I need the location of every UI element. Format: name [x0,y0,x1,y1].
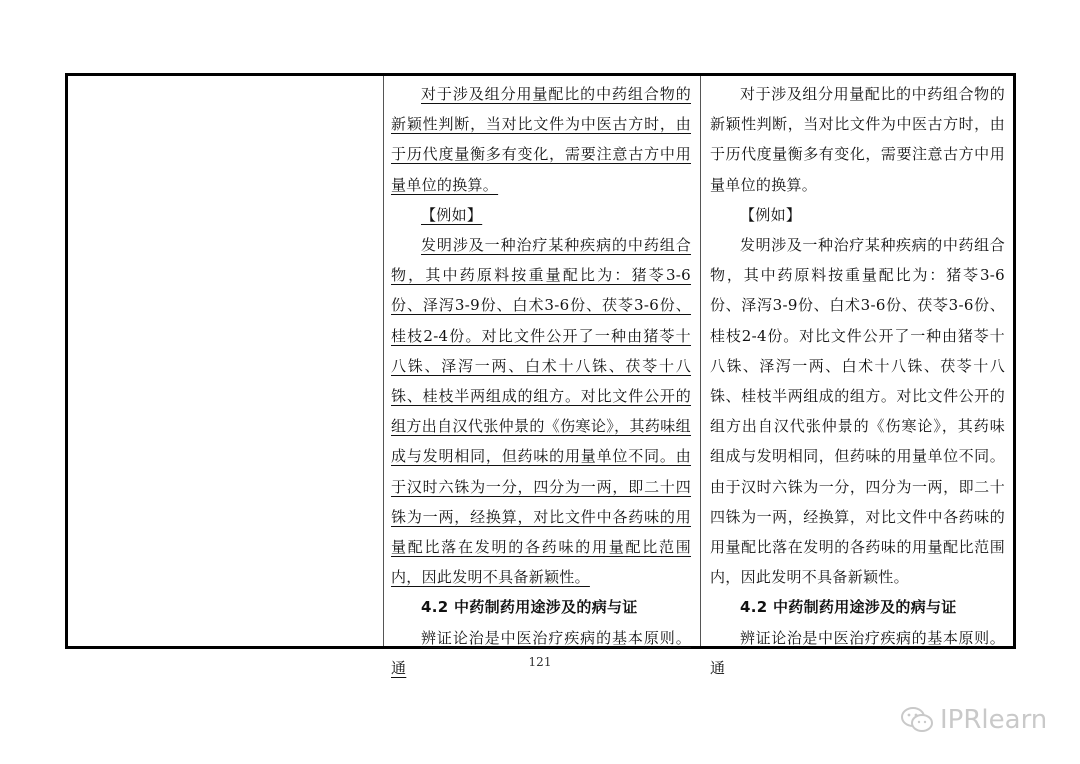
empty-column [68,76,384,646]
section-heading: 4.2 中药制药用途涉及的病与证 [740,598,957,617]
paragraph: 辨证论治是中医治疗疾病的基本原则。通 [710,628,1005,677]
final-text [710,79,1005,683]
paragraph: 对于涉及组分用量配比的中药组合物的新颖性判断，当对比文件为中医古方时，由于历代度量衡多有变化，需要注意古方中用量单位的换算。 [391,85,691,194]
revised-text [391,79,691,683]
example-label: 【例如】 [421,205,483,224]
watermark-text: IPRlearn [940,705,1048,735]
paragraph: 发明涉及一种治疗某种疾病的中药组合物，其中药原料按重量配比为：猪苓3-6份、泽泻3-9份、白术3-6份、茯苓3-6份、桂枝2-4份。对比文件公开了一种由猪苓十八铢、泽泻一两、白术十八铢、茯苓十八铢、桂枝半两组成的组方。对比文件公开的组方出自汉代张仲景的《伤寒论》，其药味组成与发明相同，但药味的用量单位不同。由于汉时六铢为一分，四分为一两，即二十四铢为一两，经换算，对比文件中各药味的用量配比落在发明的各药味的用量配比范围内，因此发明不具备新颖性。 [391,236,691,587]
paragraph: 对于涉及组分用量配比的中药组合物的新颖性判断，当对比文件为中医古方时，由于历代度量衡多有变化，需要注意古方中用量单位的换算。 [710,85,1005,194]
paragraph: 发明涉及一种治疗某种疾病的中药组合物，其中药原料按重量配比为：猪苓3-6份、泽泻3-9份、白术3-6份、茯苓3-6份、桂枝2-4份。对比文件公开了一种由猪苓十八铢、泽泻一两、白术十八铢、茯苓十八铢、桂枝半两组成的组方。对比文件公开的组方出自汉代张仲景的《伤寒论》，其药味组成与发明相同，但药味的用量单位不同。由于汉时六铢为一分，四分为一两，即二十四铢为一两，经换算，对比文件中各药味的用量配比落在发明的各药味的用量配比范围内，因此发明不具备新颖性。 [710,236,1005,587]
page-number: 121 [528,655,552,669]
example-label: 【例如】 [740,205,802,224]
section-heading: 4.2 中药制药用途涉及的病与证 [421,598,638,617]
watermark [900,703,1047,737]
final-text-column [701,76,1013,677]
wechat-icon [900,706,934,734]
paragraph: 辨证论治是中医治疗疾病的基本原则。通 [391,628,691,677]
